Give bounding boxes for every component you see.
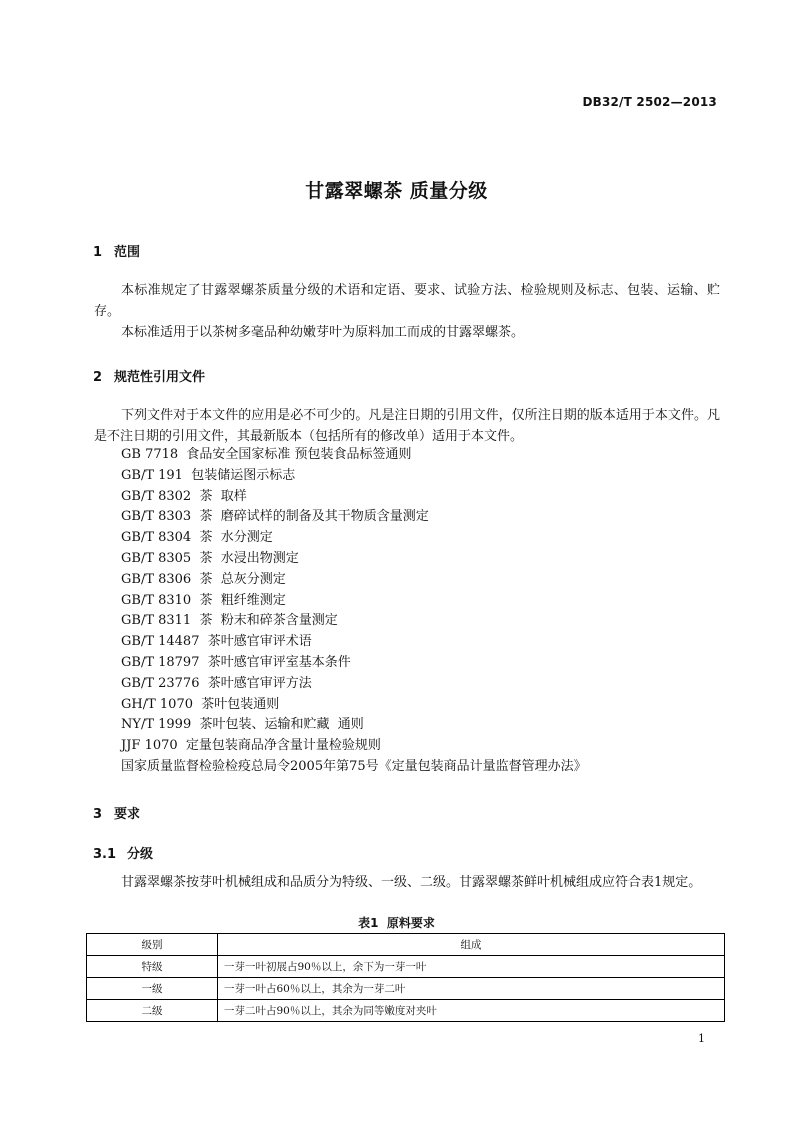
section-3-heading [93, 803, 140, 822]
page-title: 甘露翠螺茶 质量分级 [305, 180, 488, 202]
reference-item: GB/T 8311 茶 粉末和碎茶含量测定 [121, 613, 338, 629]
reference-item: NY/T 1999 茶叶包装、运输和贮藏 通则 [121, 717, 364, 733]
section-title: 规范性引用文件 [114, 370, 206, 385]
reference-item: GB/T 18797 茶叶感官审评室基本条件 [121, 654, 351, 670]
subsection-number: 3.1 [93, 847, 117, 862]
reference-item: GB/T 8305 茶 水浸出物测定 [121, 550, 299, 566]
table-row [87, 1000, 725, 1022]
table-caption: 表1 原料要求 [358, 916, 435, 930]
composition-cell: 一芽一叶占60％以上，其余为一芽二叶 [218, 978, 725, 1000]
reference-item: GB 7718 食品安全国家标准 预包装食品标签通则 [121, 447, 412, 462]
composition-cell: 一芽一叶初展占90％以上，余下为一芽一叶 [218, 956, 725, 978]
scope-paragraph-2: 本标准适用于以茶树多毫品种幼嫩芽叶为原料加工而成的甘露翠螺茶。 [121, 325, 525, 340]
reference-item: GB/T 23776 茶叶感官审评方法 [121, 675, 312, 691]
reference-item: GB/T 8303 茶 磨碎试样的制备及其干物质含量测定 [121, 509, 429, 525]
scope-paragraph-1: 本标准规定了甘露翠螺茶质量分级的术语和定语、要求、试验方法、检验规则及标志、包装、运输、贮存。 [94, 283, 720, 319]
reference-item: GH/T 1070 茶叶包装通则 [121, 696, 280, 712]
subsection-title: 分级 [127, 847, 154, 862]
section-title: 要求 [114, 807, 141, 822]
grade-cell: 特级 [87, 956, 218, 978]
section-3-1-heading [93, 843, 153, 862]
reference-item: GB/T 8310 茶 粗纤维测定 [121, 592, 286, 608]
grading-paragraph: 甘露翠螺茶按芽叶机械组成和品质分为特级、一级、二级。甘露翠螺茶鲜叶机械组成应符合表1规定。 [121, 875, 702, 890]
grade-cell: 二级 [87, 1000, 218, 1022]
reference-item: GB/T 8304 茶 水分测定 [121, 530, 273, 546]
section-1-heading [93, 241, 140, 260]
reference-item: GB/T 191 包装储运图示标志 [121, 467, 296, 483]
reference-item: JJF 1070 定量包装商品净含量计量检验规则 [121, 738, 381, 754]
references-intro: 下列文件对于本文件的应用是必不可少的。凡是注日期的引用文件，仅所注日期的版本适用于本文件。凡是不注日期的引用文件，其最新版本（包括所有的修改单）适用于本文件。 [94, 408, 720, 444]
grade-cell: 一级 [87, 978, 218, 1000]
page-number: 1 [698, 1032, 705, 1045]
column-header-grade: 级别 [87, 934, 218, 956]
reference-item: GB/T 8306 茶 总灰分测定 [121, 571, 286, 587]
reference-list [121, 445, 587, 778]
table-row [87, 956, 725, 978]
column-header-composition: 组成 [218, 934, 725, 956]
section-number: 3 [93, 807, 103, 822]
document-code: DB32/T 2502—2013 [582, 95, 717, 109]
table-header-row [87, 934, 725, 956]
section-title: 范围 [114, 245, 141, 260]
reference-item: GB/T 8302 茶 取样 [121, 488, 247, 504]
section-number: 1 [93, 245, 103, 260]
requirements-table [86, 933, 725, 1022]
table-row [87, 978, 725, 1000]
section-2-heading [93, 366, 205, 385]
section-number: 2 [93, 370, 103, 385]
reference-item: 国家质量监督检验检疫总局令2005年第75号《定量包装商品计量监督管理办法》 [121, 758, 587, 774]
reference-item: GB/T 14487 茶叶感官审评术语 [121, 634, 312, 650]
composition-cell: 一芽二叶占90％以上，其余为同等嫩度对夹叶 [218, 1000, 725, 1022]
